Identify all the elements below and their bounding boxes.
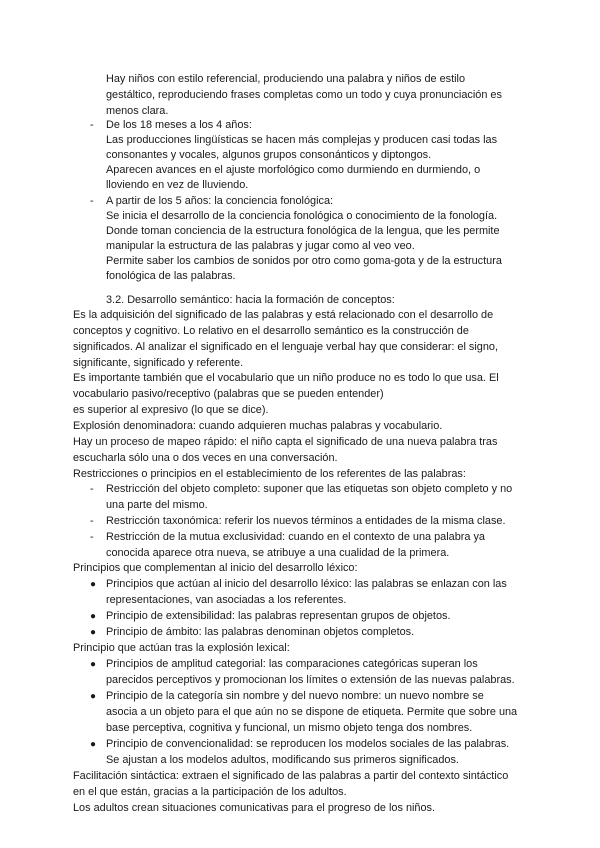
stage-line: Las producciones lingüísticas se hacen más complejas y producen casi todas las: [106, 134, 498, 146]
stage-line: Se inicia el desarrollo de la conciencia fonológica o conocimiento de la fonología.: [106, 210, 498, 222]
list-item-line: Principio de la categoría sin nombre y del nuevo nombre: un nuevo nombre se: [106, 690, 484, 702]
list-item-line: Principio de convencionalidad: se reproducen los modelos sociales de las palabras.: [106, 738, 510, 750]
stage-title: A partir de los 5 años: la conciencia fonológica:: [106, 195, 334, 207]
intro-line: menos clara.: [106, 105, 169, 117]
paragraph-line: Hay un proceso de mapeo rápido: el niño capta el significado de una nueva palabra tras: [73, 436, 498, 448]
bullet-icon: ●: [90, 579, 97, 590]
list-item-line: base perceptiva, cognitiva y funcional, un mismo objeto tenga dos nombres.: [106, 722, 473, 734]
list-item-line: Principios de amplitud categorial: las comparaciones categóricas superan los: [106, 658, 478, 670]
list-item-line: Principios que actúan al inicio del desarrollo léxico: las palabras se enlazan con las: [106, 578, 507, 590]
dash-marker: -: [90, 531, 94, 543]
section-heading: 3.2. Desarrollo semántico: hacia la formación de conceptos:: [106, 294, 395, 306]
principles-start-heading: Principios que complementan al inicio del desarrollo léxico:: [73, 562, 358, 574]
bullet-icon: ●: [90, 627, 97, 638]
intro-line: gestáltico, reproduciendo frases completas como un todo y cuya pronunciación es: [106, 89, 502, 101]
paragraph-line: Es importante también que el vocabulario que un niño produce no es todo lo que usa. El: [73, 372, 499, 384]
list-item-line: parecidos perceptivos y promocionan los límites o extensión de las nuevas palabras.: [106, 674, 515, 686]
paragraph-line: significados. Al analizar el significado en el lenguaje verbal hay que considerar: el signo,: [73, 341, 498, 353]
list-item-line: Principio de extensibilidad: las palabras representan grupos de objetos.: [106, 610, 451, 622]
stage-line: manipular la estructura de las palabras y jugar como al veo veo.: [106, 240, 415, 252]
list-item-line: Restricción del objeto completo: suponer que las etiquetas son objeto completo y no: [106, 483, 513, 495]
stage-line: lloviendo en vez de lluviendo.: [106, 179, 249, 191]
paragraph-line: escucharla sólo una o dos veces en una conversación.: [73, 452, 338, 464]
list-item-line: conocida aparece otra nueva, se atribuye a una cualidad de la primera.: [106, 547, 450, 559]
closing-line: Facilitación sintáctica: extraen el significado de las palabras a partir del contexto sintáctico: [73, 770, 509, 782]
stage-line: Permite saber los cambios de sonidos por otro como goma-gota y de la estructura: [106, 255, 502, 267]
dash-marker: -: [90, 119, 94, 131]
list-item-line: representaciones, van asociadas a los referentes.: [106, 594, 347, 606]
dash-marker: -: [90, 515, 94, 527]
stage-line: Aparecen avances en el ajuste morfológico como durmiendo en durmiendo, o: [106, 164, 481, 176]
stage-title: De los 18 meses a los 4 años:: [106, 119, 252, 131]
paragraph-line: Explosión denominadora: cuando adquieren muchas palabras y vocabulario.: [73, 420, 443, 432]
list-item-line: Principio de ámbito: las palabras denominan objetos completos.: [106, 626, 415, 638]
list-item-line: Restricción taxonómica: referir los nuevos términos a entidades de la misma clase.: [106, 515, 506, 527]
bullet-icon: ●: [90, 611, 97, 622]
paragraph-line: significante, significado y referente.: [73, 357, 244, 369]
bullet-icon: ●: [90, 659, 97, 670]
bullet-icon: ●: [90, 691, 97, 702]
restrictions-heading: Restricciones o principios en el establecimiento de los referentes de las palabras:: [73, 468, 466, 480]
stage-line: fonológica de las palabras.: [106, 270, 236, 282]
list-item-line: Se ajustan a los modelos adultos, modificando sus primeros significados.: [106, 754, 459, 766]
principles-after-heading: Principio que actúan tras la explosión lexical:: [73, 642, 290, 654]
intro-line: Hay niños con estilo referencial, produciendo una palabra y niños de estilo: [106, 73, 466, 85]
closing-line: Los adultos crean situaciones comunicativas para el progreso de los niños.: [73, 802, 436, 814]
stage-line: consonantes y vocales, algunos grupos consonánticos y diptongos.: [106, 149, 432, 161]
closing-line: en el que están, gracias a la participación de los adultos.: [73, 786, 347, 798]
list-item-line: una parte del mismo.: [106, 499, 208, 511]
paragraph-line: vocabulario pasivo/receptivo (palabras que se pueden entender): [73, 388, 384, 400]
bullet-icon: ●: [90, 739, 97, 750]
dash-marker: -: [90, 483, 94, 495]
paragraph-line: conceptos y cognitivo. Lo relativo en el desarrollo semántico es la construcción de: [73, 325, 469, 337]
list-item-line: Restricción de la mutua exclusividad: cuando en el contexto de una palabra ya: [106, 531, 485, 543]
dash-marker: -: [90, 195, 94, 207]
paragraph-line: es superior al expresivo (lo que se dice).: [73, 404, 269, 416]
stage-line: Donde toman conciencia de la estructura fonológica de la lengua, que les permite: [106, 225, 500, 237]
paragraph-line: Es la adquisición del significado de las palabras y está relacionado con el desarrollo de: [73, 309, 494, 321]
list-item-line: asocia a un objeto para el que aún no se dispone de etiqueta. Permite que sobre una: [106, 706, 518, 718]
